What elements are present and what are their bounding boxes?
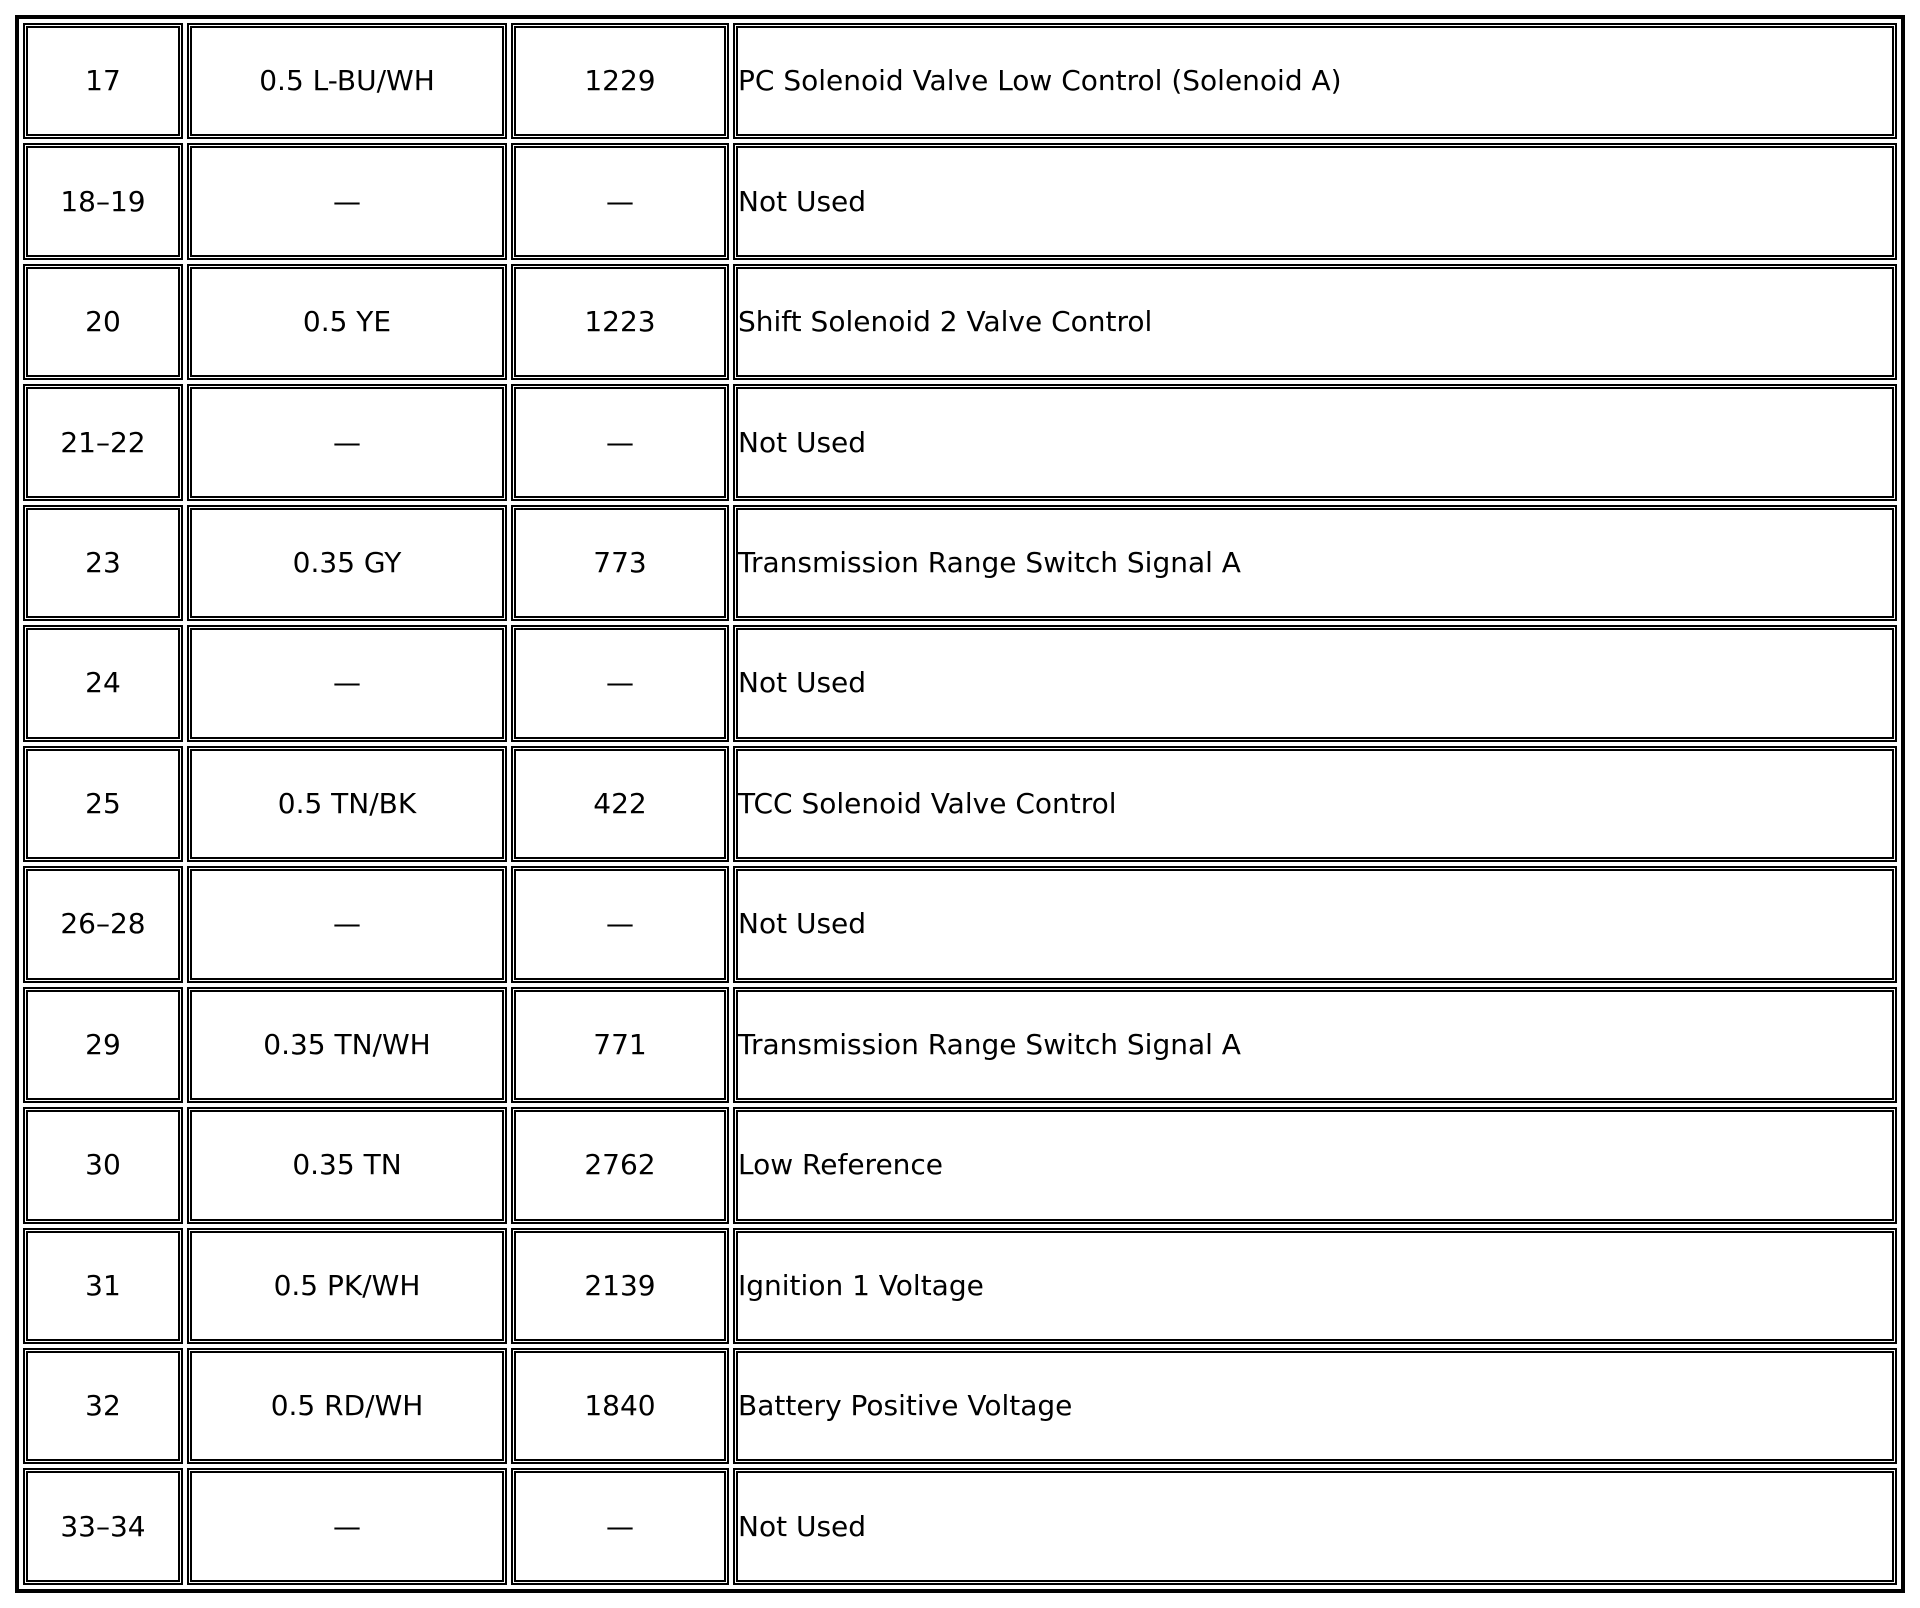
- pin-cell: 17: [23, 23, 183, 139]
- pin-cell: 20: [23, 264, 183, 380]
- wire-cell: 0.5 RD/WH: [187, 1348, 507, 1464]
- table-row: [23, 505, 1897, 621]
- table-row: [23, 987, 1897, 1103]
- function-cell: Not Used: [733, 384, 1897, 500]
- table-row: [23, 23, 1897, 139]
- table-body: [23, 23, 1897, 1585]
- function-cell: Not Used: [733, 625, 1897, 741]
- pin-cell: 29: [23, 987, 183, 1103]
- circuit-cell: —: [511, 143, 729, 259]
- circuit-cell: 1840: [511, 1348, 729, 1464]
- table-row: [23, 866, 1897, 982]
- wire-cell: 0.35 TN/WH: [187, 987, 507, 1103]
- pin-cell: 32: [23, 1348, 183, 1464]
- circuit-cell: 2139: [511, 1228, 729, 1344]
- function-cell: Transmission Range Switch Signal A: [733, 505, 1897, 621]
- function-cell: Ignition 1 Voltage: [733, 1228, 1897, 1344]
- pin-cell: 23: [23, 505, 183, 621]
- table-row: [23, 625, 1897, 741]
- wire-cell: 0.5 L-BU/WH: [187, 23, 507, 139]
- circuit-cell: —: [511, 384, 729, 500]
- circuit-cell: 2762: [511, 1107, 729, 1223]
- pin-cell: 30: [23, 1107, 183, 1223]
- function-cell: Not Used: [733, 143, 1897, 259]
- wire-cell: —: [187, 384, 507, 500]
- table-row: [23, 1348, 1897, 1464]
- circuit-cell: 773: [511, 505, 729, 621]
- circuit-cell: 771: [511, 987, 729, 1103]
- table-row: [23, 1468, 1897, 1585]
- table-row: [23, 1107, 1897, 1223]
- connector-pinout-table: [19, 19, 1901, 1589]
- pin-cell: 26–28: [23, 866, 183, 982]
- table-row: [23, 143, 1897, 259]
- function-cell: Transmission Range Switch Signal A: [733, 987, 1897, 1103]
- pin-cell: 33–34: [23, 1468, 183, 1585]
- pin-cell: 24: [23, 625, 183, 741]
- table-row: [23, 1228, 1897, 1344]
- wire-cell: —: [187, 625, 507, 741]
- wire-cell: —: [187, 1468, 507, 1585]
- circuit-cell: —: [511, 625, 729, 741]
- circuit-cell: —: [511, 1468, 729, 1585]
- table-row: [23, 746, 1897, 862]
- table-row: [23, 264, 1897, 380]
- wire-cell: 0.5 PK/WH: [187, 1228, 507, 1344]
- wire-cell: 0.35 TN: [187, 1107, 507, 1223]
- table-row: [23, 384, 1897, 500]
- wire-cell: 0.5 TN/BK: [187, 746, 507, 862]
- wire-cell: 0.35 GY: [187, 505, 507, 621]
- connector-pinout-table-frame: [15, 15, 1905, 1593]
- pin-cell: 31: [23, 1228, 183, 1344]
- wire-cell: 0.5 YE: [187, 264, 507, 380]
- circuit-cell: 1229: [511, 23, 729, 139]
- function-cell: Battery Positive Voltage: [733, 1348, 1897, 1464]
- function-cell: PC Solenoid Valve Low Control (Solenoid A): [733, 23, 1897, 139]
- function-cell: Not Used: [733, 866, 1897, 982]
- circuit-cell: 422: [511, 746, 729, 862]
- pin-cell: 18–19: [23, 143, 183, 259]
- function-cell: Not Used: [733, 1468, 1897, 1585]
- pin-cell: 25: [23, 746, 183, 862]
- wire-cell: —: [187, 866, 507, 982]
- function-cell: Shift Solenoid 2 Valve Control: [733, 264, 1897, 380]
- pin-cell: 21–22: [23, 384, 183, 500]
- function-cell: TCC Solenoid Valve Control: [733, 746, 1897, 862]
- wire-cell: —: [187, 143, 507, 259]
- circuit-cell: —: [511, 866, 729, 982]
- function-cell: Low Reference: [733, 1107, 1897, 1223]
- circuit-cell: 1223: [511, 264, 729, 380]
